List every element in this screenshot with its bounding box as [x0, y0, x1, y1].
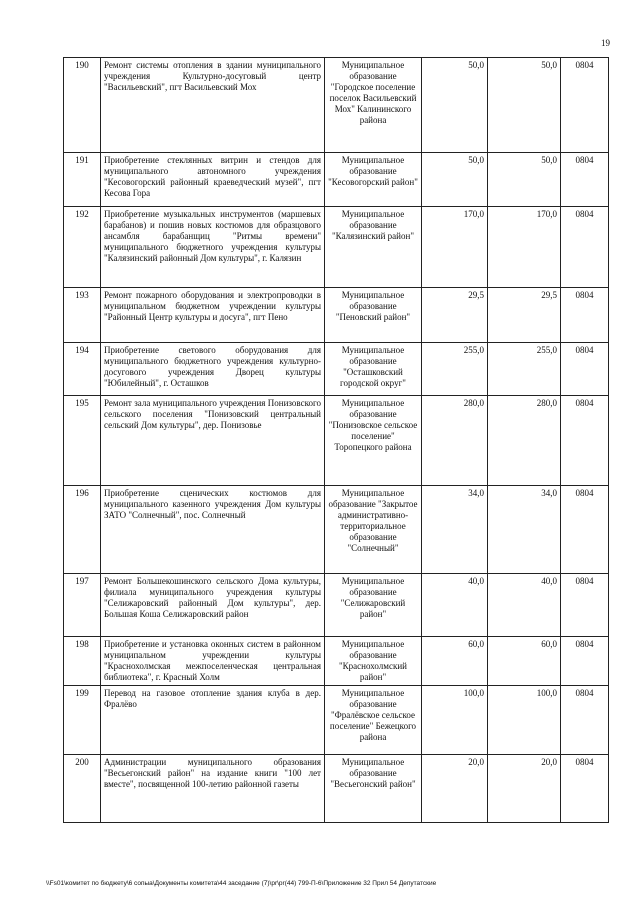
row-amount-1: 29,5: [422, 288, 488, 343]
row-budget-code: 0804: [561, 486, 609, 574]
table-row: [64, 574, 609, 637]
row-number: 198: [64, 637, 101, 686]
row-budget-code: 0804: [561, 343, 609, 396]
row-number: 192: [64, 207, 101, 288]
row-number: 197: [64, 574, 101, 637]
row-number: 200: [64, 755, 101, 823]
table-row: [64, 153, 609, 207]
row-recipient: Муниципальное образование "Фралёвское сельское поселение" Бежецкого района: [325, 686, 422, 755]
row-recipient: Муниципальное образование "Понизовское сельское поселение" Торопецкого района: [325, 396, 422, 486]
row-amount-1: 60,0: [422, 637, 488, 686]
row-budget-code: 0804: [561, 574, 609, 637]
row-number: 199: [64, 686, 101, 755]
row-amount-2: 100,0: [488, 686, 561, 755]
file-path-footer: \\Fs01\комитет по бюджету\6 сопыа\Документы комитета\44 заседание (7)\pr\pr(44) 799-П-6\Приложение 32 Прил 54 Депутатские: [46, 880, 437, 887]
table-row: [64, 207, 609, 288]
table-row: [64, 755, 609, 823]
row-recipient: Муниципальное образование "Калязинский район": [325, 207, 422, 288]
row-recipient: Муниципальное образование "Пеновский район": [325, 288, 422, 343]
row-amount-1: 100,0: [422, 686, 488, 755]
table-row: [64, 486, 609, 574]
row-amount-1: 170,0: [422, 207, 488, 288]
row-amount-1: 20,0: [422, 755, 488, 823]
row-budget-code: 0804: [561, 686, 609, 755]
row-amount-2: 170,0: [488, 207, 561, 288]
row-amount-2: 34,0: [488, 486, 561, 574]
row-amount-2: 29,5: [488, 288, 561, 343]
row-description: Ремонт Большекошинского сельского Дома культуры, филиала муниципального учреждения культуры "Селижаровский районный Дом культуры", дер. Большая Коша Селижаровский район: [101, 574, 325, 637]
row-budget-code: 0804: [561, 637, 609, 686]
row-description: Ремонт пожарного оборудования и электропроводки в муниципальном бюджетном учреждении культуры "Районный Центр культуры и досуга", пгт Пено: [101, 288, 325, 343]
row-description: Ремонт зала муниципального учреждения Понизовского сельского поселения "Понизовский центральный сельский Дом культуры", дер. Понизовье: [101, 396, 325, 486]
row-number: 194: [64, 343, 101, 396]
row-amount-1: 50,0: [422, 153, 488, 207]
row-description: Приобретение музыкальных инструментов (маршевых барабанов) и пошив новых костюмов для образцового ансамбля барабанщиц "Ритмы времени" муниципального бюджетного учреждения культуры "Калязинский районный Дом культуры", г. Калязин: [101, 207, 325, 288]
row-number: 191: [64, 153, 101, 207]
row-recipient: Муниципальное образование "Закрытое административно-территориальное образование "Солнечный": [325, 486, 422, 574]
row-description: Ремонт системы отопления в здании муниципального учреждения Культурно-досуговый центр "Васильевский", пгт Васильевский Мох: [101, 58, 325, 153]
row-amount-1: 255,0: [422, 343, 488, 396]
row-description: Перевод на газовое отопление здания клуба в дер. Фралёво: [101, 686, 325, 755]
row-recipient: Муниципальное образование "Кесовогорский район": [325, 153, 422, 207]
row-amount-2: 255,0: [488, 343, 561, 396]
row-amount-2: 50,0: [488, 58, 561, 153]
allocations-table: [63, 57, 609, 823]
row-amount-1: 280,0: [422, 396, 488, 486]
table-row: [64, 288, 609, 343]
row-description: Администрации муниципального образования "Весьегонский район" на издание книги "100 лет вместе", посвященной 100-летию районной газеты: [101, 755, 325, 823]
row-budget-code: 0804: [561, 396, 609, 486]
row-amount-2: 40,0: [488, 574, 561, 637]
row-budget-code: 0804: [561, 755, 609, 823]
row-recipient: Муниципальное образование "Весьегонский район": [325, 755, 422, 823]
row-description: Приобретение сценических костюмов для муниципального казенного учреждения Дом культуры ЗАТО "Солнечный", пос. Солнечный: [101, 486, 325, 574]
row-amount-2: 20,0: [488, 755, 561, 823]
row-description: Приобретение светового оборудования для муниципального бюджетного учреждения культурно-досугового учреждения Дворец культуры "Юбилейный", г. Осташков: [101, 343, 325, 396]
row-number: 193: [64, 288, 101, 343]
row-description: Приобретение и установка оконных систем в районном муниципальном учреждении культуры "Краснохолмская межпоселенческая центральная библиотека", г. Красный Холм: [101, 637, 325, 686]
row-amount-2: 280,0: [488, 396, 561, 486]
page-number: 19: [601, 38, 610, 48]
table-row: [64, 686, 609, 755]
row-recipient: Муниципальное образование "Селижаровский район": [325, 574, 422, 637]
row-budget-code: 0804: [561, 58, 609, 153]
row-number: 195: [64, 396, 101, 486]
table-row: [64, 396, 609, 486]
row-description: Приобретение стеклянных витрин и стендов для муниципального автономного учреждения "Кесовогорский районный краеведческий музей", пгт Кесова Гора: [101, 153, 325, 207]
row-recipient: Муниципальное образование "Городское поселение поселок Васильевский Мох" Калининского района: [325, 58, 422, 153]
row-budget-code: 0804: [561, 207, 609, 288]
row-number: 196: [64, 486, 101, 574]
row-amount-1: 40,0: [422, 574, 488, 637]
row-budget-code: 0804: [561, 288, 609, 343]
row-recipient: Муниципальное образование "Краснохолмский район": [325, 637, 422, 686]
row-amount-1: 50,0: [422, 58, 488, 153]
row-amount-2: 60,0: [488, 637, 561, 686]
row-budget-code: 0804: [561, 153, 609, 207]
table-row: [64, 343, 609, 396]
row-number: 190: [64, 58, 101, 153]
table-row: [64, 58, 609, 153]
row-recipient: Муниципальное образование "Осташковский городской округ": [325, 343, 422, 396]
row-amount-2: 50,0: [488, 153, 561, 207]
row-amount-1: 34,0: [422, 486, 488, 574]
table-row: [64, 637, 609, 686]
